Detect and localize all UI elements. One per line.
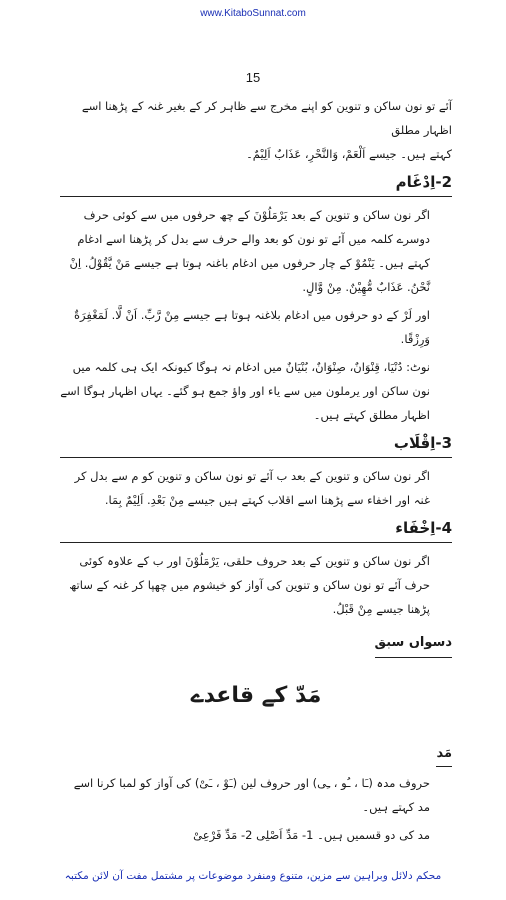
- page-number: 15: [245, 70, 261, 85]
- ikhfa-heading: 4-اِخْفَاء: [395, 519, 452, 537]
- page-body: [60, 94, 452, 851]
- mad-types: مد کی دو قسمیں ہیں۔ 1- مَدِّ اَصْلِی 2- مَدِّ فَرْعِیْ: [193, 828, 430, 842]
- lesson-label: دسواں سبق: [375, 631, 453, 658]
- idgham-note: نوٹ: دُنْيَا، قِنْوَانٌ، صِنْوَانٌ، بُنْيَانٌ میں ادغام نہ ہوگا کیونکہ ایک ہی کلمہ میں نون ساکن اور یرملون میں سے یاء اور واؤ جمع ہو گئے۔ یہاں اظہار ہوگا اسے اظہار مطلق کہتے ہیں۔: [60, 360, 430, 422]
- idgham-paragraph-2: اور لَرْ کے دو حرفوں میں ادغام بلاغنہ ہوتا ہے جیسے مِنْ رَّبِّ. اَنْ لَّا. لَمَغْفِرَةٌ وَرِزْقًا.: [74, 308, 430, 346]
- mad-label: مَد: [436, 742, 452, 767]
- iqlab-heading: 3-اِقْلَاب: [393, 434, 452, 452]
- idgham-heading-row: [60, 170, 452, 197]
- ikhfa-heading-row: [60, 516, 452, 543]
- ikhfa-paragraph: اگر نون ساکن و تنوین کے بعد حروف حلقی، یَرْمَلُوْنَ اور ب کے علاوہ کوئی حرف آئے تو نون ساکن و تنوین کی آواز کو خیشوم میں چھپا کر غنہ کے ساتھ پڑھنا جیسے مِنْ قَبْلُ.: [69, 554, 430, 616]
- footer-tagline: محکم دلائل وبراہین سے مزین، متنوع ومنفرد موضوعات پر مشتمل مفت آن لائن مکتبہ: [64, 870, 442, 882]
- intro-line-1: آئے تو نون ساکن و تنوین کو اپنے مخرج سے ظاہر کر کے بغیر غنہ کے پڑھنا اسے اظہار مطلق: [81, 99, 452, 137]
- site-url-watermark[interactable]: www.KitaboSunnat.com: [200, 8, 306, 19]
- idgham-heading: 2-اِدْغَام: [395, 173, 452, 191]
- intro-line-2: کہتے ہیں۔ جیسے اَلْعَمْ، وَالنَّحْرِ، عَذَابٌ اَلِيْمٌ۔: [246, 147, 452, 161]
- chapter-title: مَدّ کے قاعدے: [190, 683, 322, 708]
- idgham-paragraph-1: اگر نون ساکن و تنوین کے بعد یَرْمَلُوْنَ کے چھ حرفوں میں سے کوئی حرف دوسرے کلمہ میں آئے تو نون کو بعد والے حرف سے بدل کر پڑھنا اسے ادغام کہتے ہیں۔ یَنْمُوْ کے چار حرفوں میں ادغام باغنہ ہوتا ہے جیسے مَنْ يَّقُوْلُ. اِنْ نَّحْنُ. عَذَابٌ مُّهِيْنٌ. مِنْ وَّالٍ.: [69, 208, 430, 294]
- iqlab-paragraph: اگر نون ساکن و تنوین کے بعد ب آئے تو نون ساکن و تنوین کو م سے بدل کر غنہ اور اخفاء سے پڑھنا اسے اقلاب کہتے ہیں جیسے مِنْ بَعْدِ. اَلِيْمٌ بِمَا.: [74, 469, 430, 507]
- mad-paragraph: حروف مدہ (ـَا ، ـُو ، ـِی) اور حروف لین (ـَوْ ، ـَیْ) کی آواز کو لمبا کرنا اسے مد کہتے ہیں۔: [73, 776, 430, 814]
- iqlab-heading-row: [60, 431, 452, 458]
- intro-paragraph: [60, 94, 452, 166]
